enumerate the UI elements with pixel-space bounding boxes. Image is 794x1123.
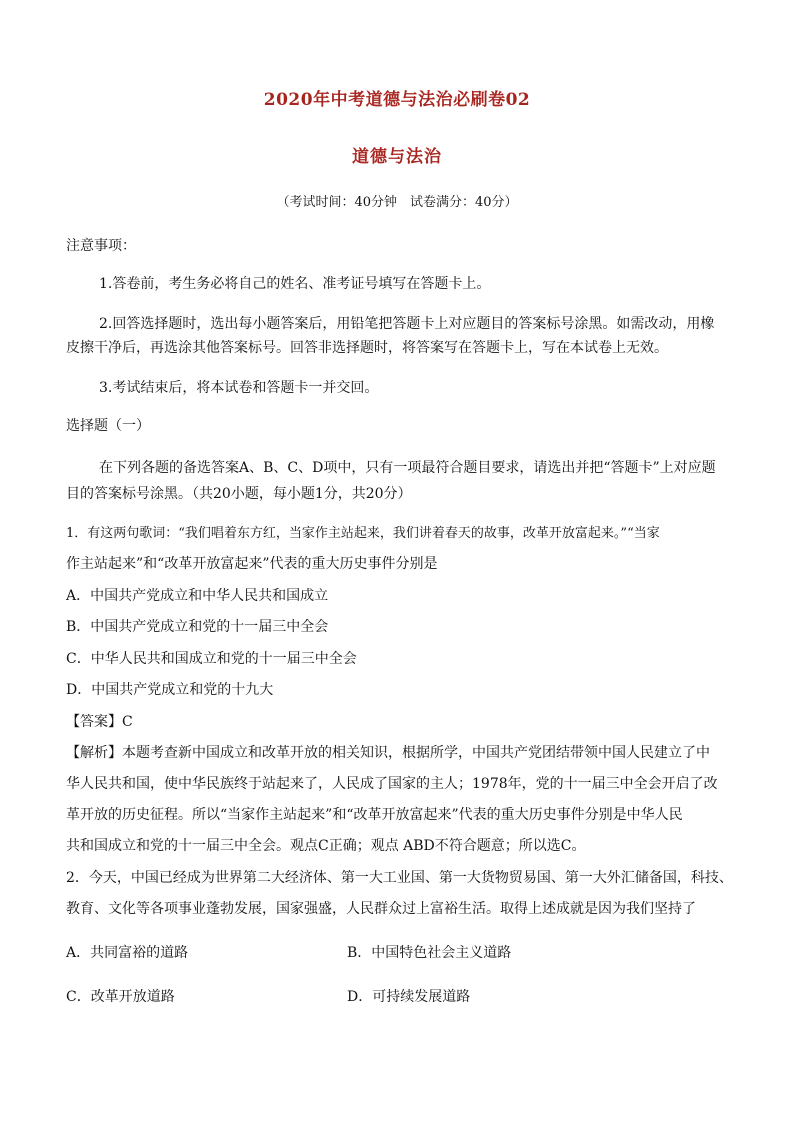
question-option: D．中国共产党成立和党的十九大 [66,682,274,698]
question-option: A．中国共产党成立和中华人民共和国成立 [66,588,329,604]
question-option: C．改革开放道路 [66,989,175,1005]
question-stem: 1．有这两句歌词：“我们唱着东方红，当家作主站起来，我们讲着春天的故事，改革开放富起来。”“当家 [66,526,660,541]
section-instruction: 在下列各题的备选答案A、B、C、D项中，只有一项最符合题目要求，请选出并把“答题卡”上对应题 [99,460,716,476]
question-option: A．共同富裕的道路 [66,945,189,961]
question-option: B．中国共产党成立和党的十一届三中全会 [66,619,329,635]
section-heading: 选择题（一） [66,418,150,434]
question-stem: 作主站起来”和“改革开放富起来”代表的重大历史事件分别是 [66,556,438,572]
notice-item-continued: 皮擦干净后，再选涂其他答案标号。回答非选择题时，将答案写在答题卡上，写在本试卷上无效。 [66,340,668,356]
question-option: B．中国特色社会主义道路 [347,945,512,961]
section-instruction: 目的答案标号涂黑。（共20小题，每小题1分，共20分） [66,486,412,502]
document-subtitle: 道德与法治 [352,147,442,167]
notice-heading: 注意事项： [66,238,136,254]
notice-item: 3.考试结束后，将本试卷和答题卡一并交回。 [99,380,379,396]
notice-item: 2.回答选择题时，选出每小题答案后，用铅笔把答题卡上对应题目的答案标号涂黑。如需改动，用橡 [99,316,715,332]
answer-label: 【答案】C [66,714,133,730]
analysis-text: 【解析】本题考查新中国成立和改革开放的相关知识，根据所学，中国共产党团结带领中国人民建立了中 [66,745,710,761]
question-stem: 教育、文化等各项事业蓬勃发展，国家强盛，人民群众过上富裕生活。取得上述成就是因为我们坚持了 [66,901,696,917]
notice-item: 1.答卷前，考生务必将自己的姓名、准考证号填写在答题卡上。 [99,276,491,292]
document-title: 2020年中考道德与法治必刷卷02 [263,90,531,110]
question-option: D．可持续发展道路 [347,989,471,1005]
question-option: C．中华人民共和国成立和党的十一届三中全会 [66,651,357,667]
exam-info: （考试时间：40分钟 试卷满分：40分） [276,195,518,210]
analysis-text: 共和国成立和党的十一届三中全会。观点C正确；观点 ABD不符合题意；所以选C。 [66,838,586,854]
analysis-text: 革开放的历史征程。所以“当家作主站起来”和“改革开放富起来”代表的重大历史事件分别是中华人民 [66,807,683,823]
analysis-text: 华人民共和国，使中华民族终于站起来了，人民成了国家的主人；1978年，党的十一届三中全会开启了改 [66,776,718,792]
question-stem: 2．今天，中国已经成为世界第二大经济体、第一大工业国、第一大货物贸易国、第一大外汇储备国，科技、 [66,870,733,886]
